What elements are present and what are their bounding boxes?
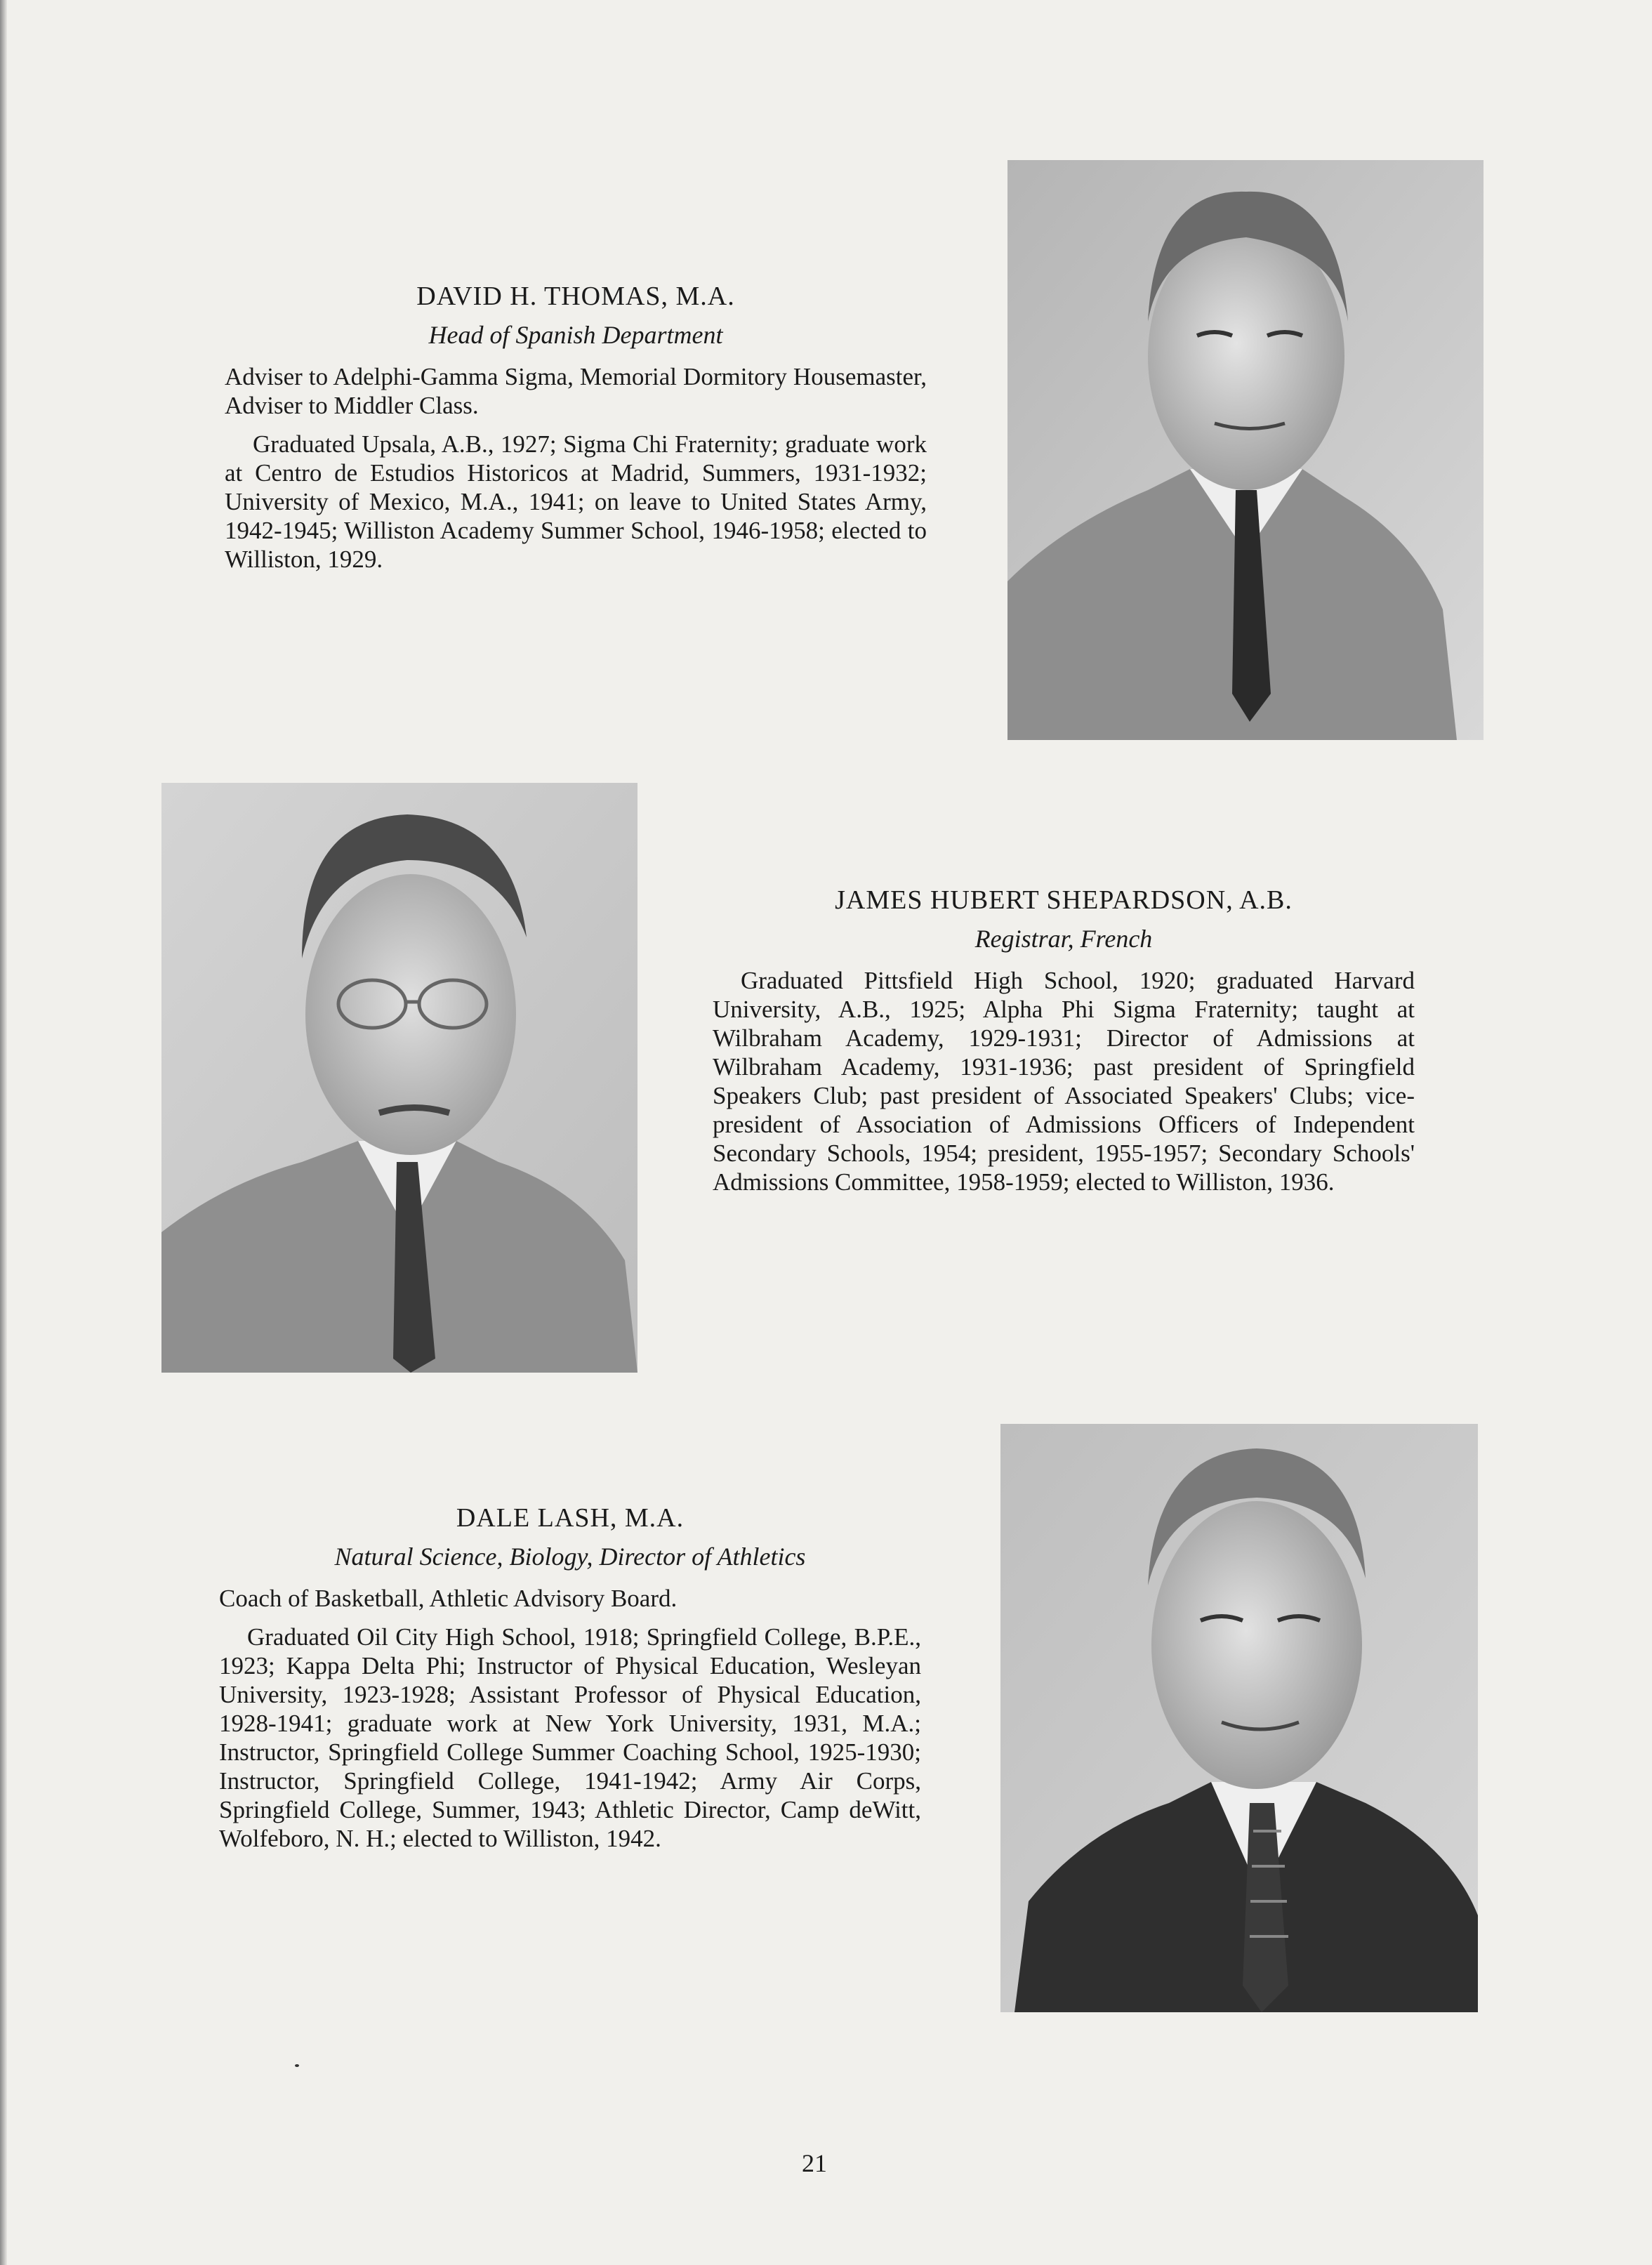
faculty-biography: Graduated Oil City High School, 1918; Springfield College, B.P.E., 1923; Kappa Delta Phi; Instructor of Physical Education, Wesleyan University, 1923-1928; Assistant Professor of Physical Education, 1928-1941; graduate work at New York University, 1931, M.A.; Instructor, Springfield College Summer Coaching School, 1925-1930; Instructor, Springfield College, 1941-1942; Army Air Corps, Springfield College, Summer, 1943; Athletic Director, Camp deWitt, Wolfeboro, N. H.; elected to Williston, 1942.: [219, 1623, 921, 1852]
faculty-role: Registrar, French: [974, 925, 1153, 953]
faculty-role: Head of Spanish Department: [428, 321, 723, 349]
portrait-photo-thomas: [1007, 160, 1484, 740]
faculty-role: Natural Science, Biology, Director of Athletics: [334, 1543, 806, 1571]
print-speck: [295, 2064, 299, 2067]
faculty-name: DALE LASH, M.A.: [456, 1503, 685, 1533]
faculty-name: JAMES HUBERT SHEPARDSON, A.B.: [835, 885, 1293, 915]
faculty-biography: Graduated Pittsfield High School, 1920; graduated Harvard University, A.B., 1925; Alpha Phi Sigma Fraternity; taught at Wilbraham Academy, 1929-1931; Director of Admissions at Wilbraham Academy, 1931-1936; past president of Springfield Speakers Club; past president of Associated Speakers' Clubs; vice-president of Association of Admissions Officers of Independent Secondary Schools, 1954; president, 1955-1957; Secondary Schools' Admissions Committee, 1958-1959; elected to Williston, 1936.: [713, 967, 1415, 1196]
portrait-photo-lash: [1000, 1424, 1478, 2012]
faculty-entry-lash: [219, 1503, 921, 1863]
faculty-entry-shepardson: [713, 885, 1415, 1206]
faculty-name: DAVID H. THOMAS, M.A.: [416, 282, 735, 311]
faculty-duties: Adviser to Adelphi-Gamma Sigma, Memorial Dormitory Housemaster, Adviser to Middler Class.: [225, 363, 927, 419]
portrait-photo-shepardson: [161, 783, 637, 1373]
faculty-entry-thomas: [225, 281, 927, 583]
binding-edge: [0, 0, 7, 2265]
page-number: 21: [802, 2149, 827, 2177]
faculty-biography: Graduated Upsala, A.B., 1927; Sigma Chi Fraternity; graduate work at Centro de Estudios Historicos at Madrid, Summers, 1931-1932; University of Mexico, M.A., 1941; on leave to United States Army, 1942-1945; Williston Academy Summer School, 1946-1958; elected to Williston, 1929.: [225, 430, 927, 573]
faculty-duties: Coach of Basketball, Athletic Advisory Board.: [219, 1585, 678, 1612]
